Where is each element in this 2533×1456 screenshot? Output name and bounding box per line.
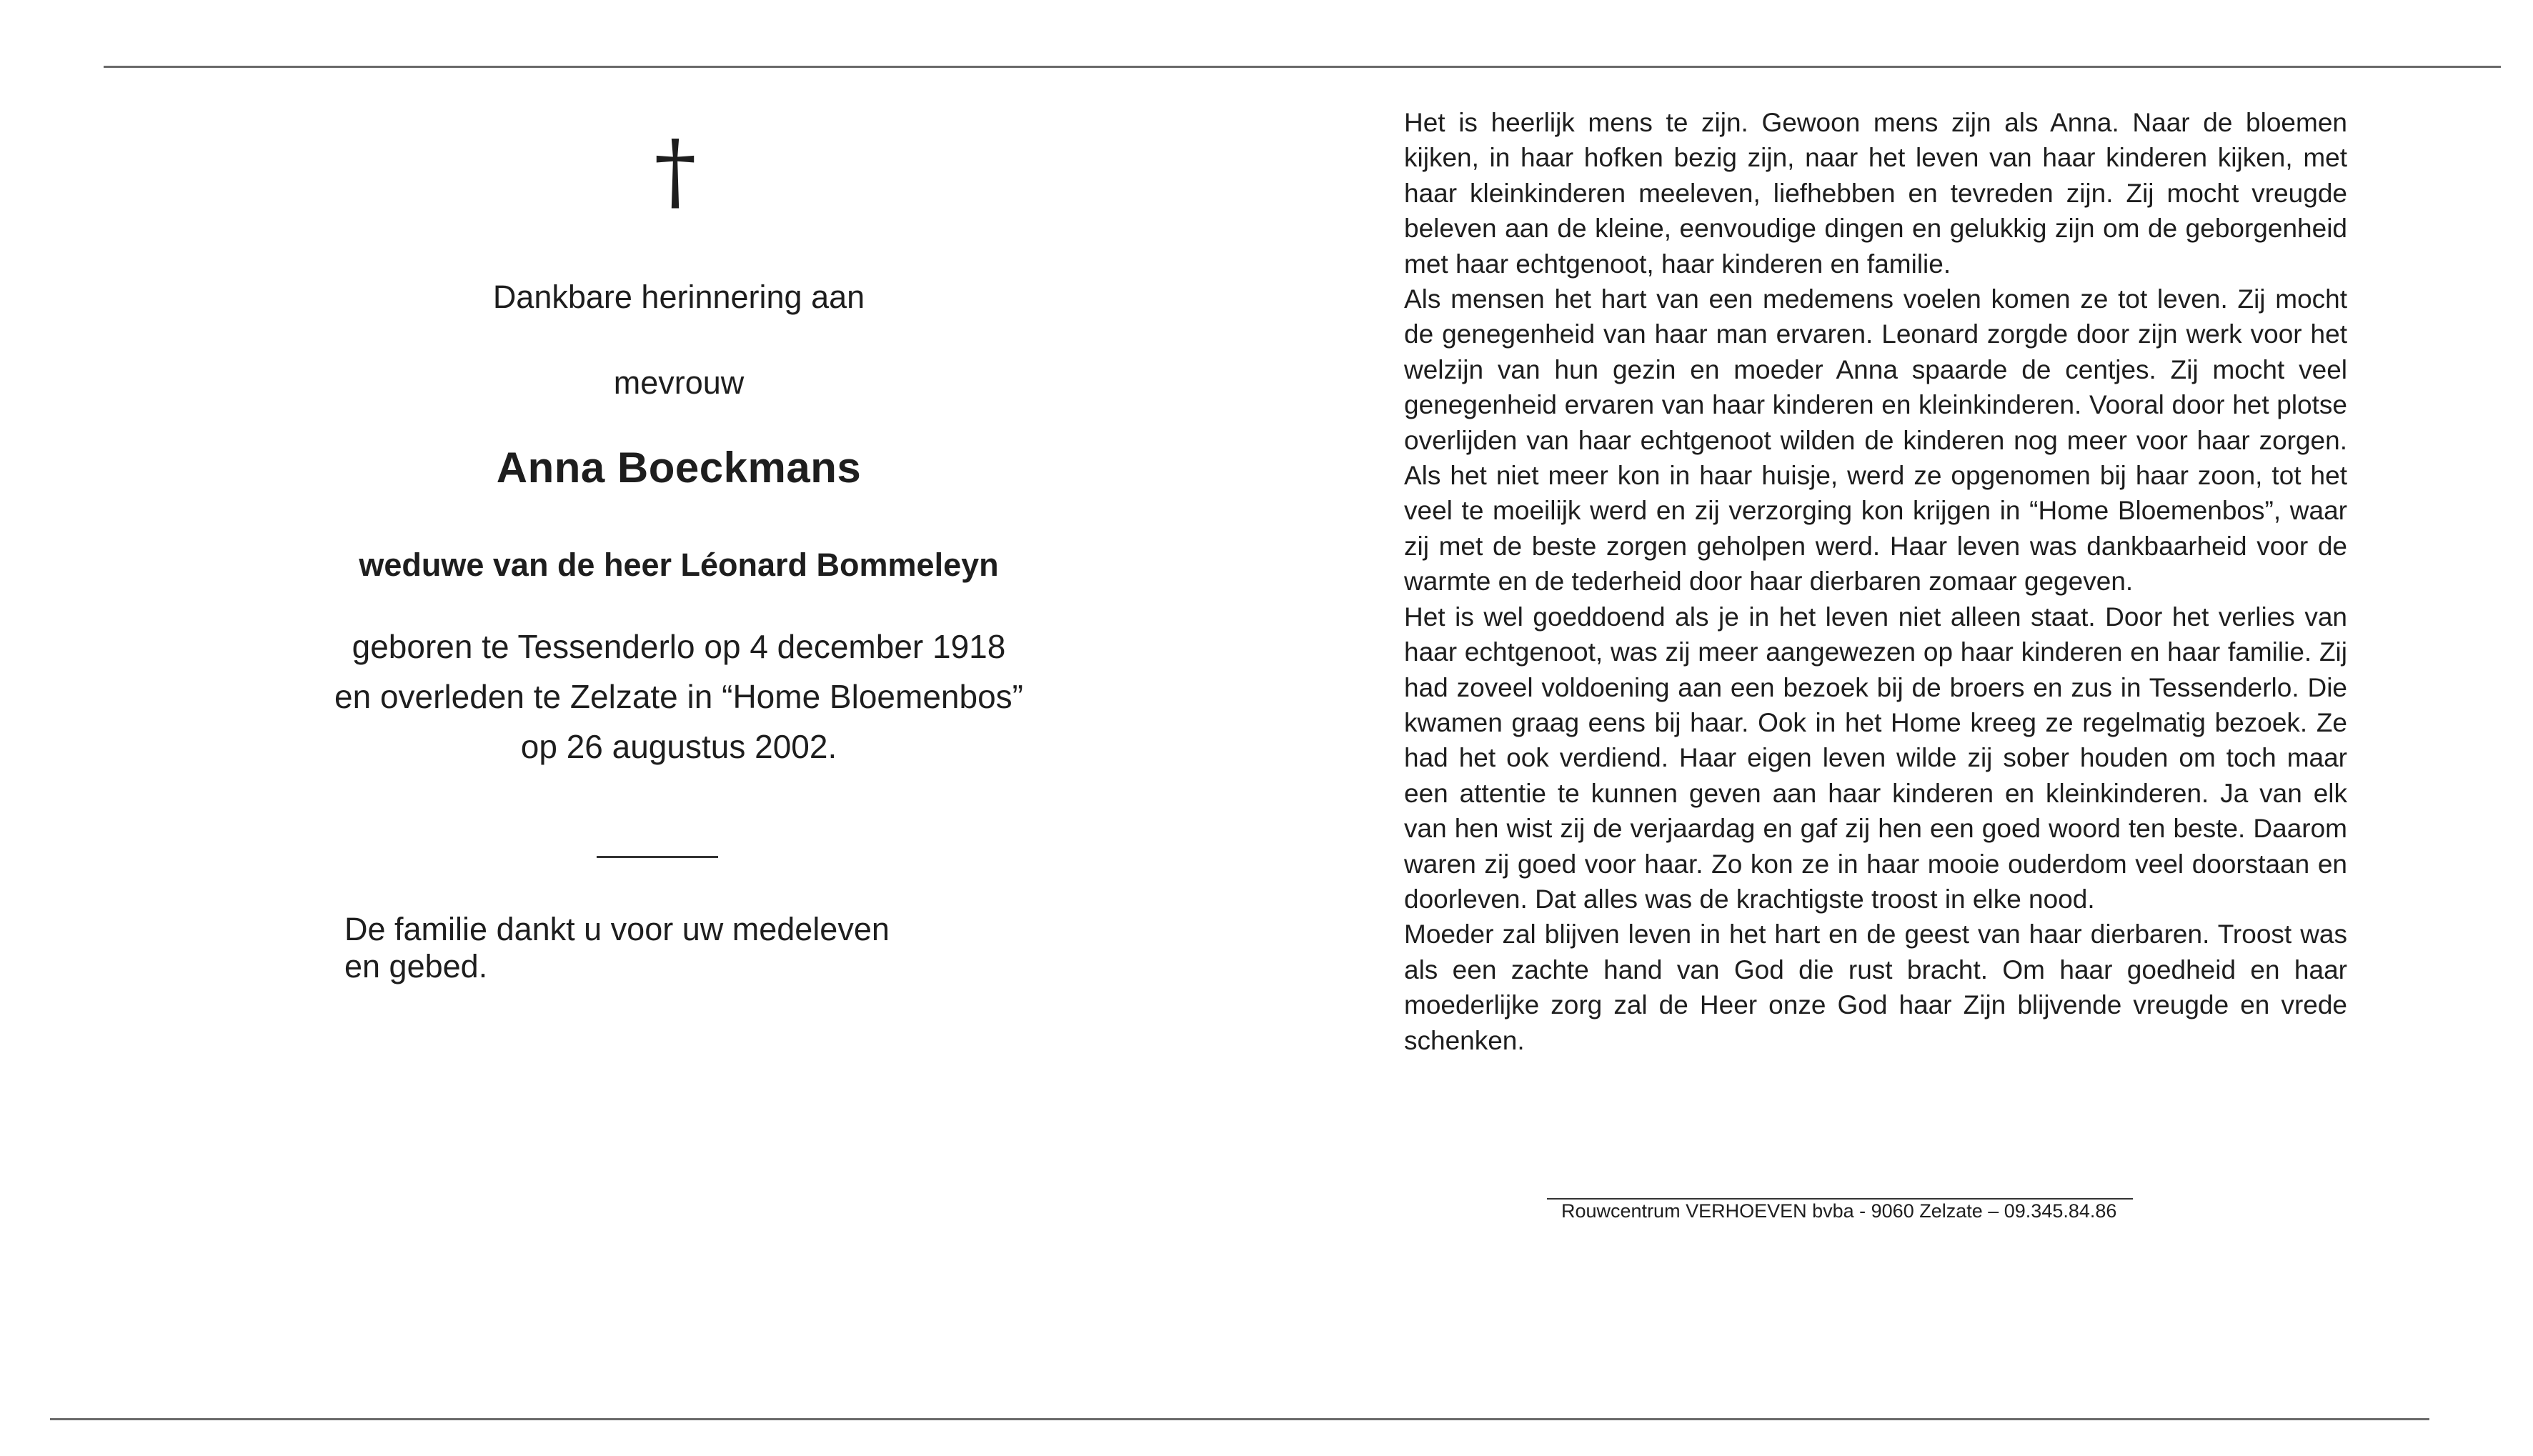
birth-line: geboren te Tessenderlo op 4 december 1918 — [352, 628, 1006, 665]
thanks-line-2: en gebed. — [344, 948, 488, 984]
deceased-name: Anna Boeckmans — [496, 444, 862, 492]
funeral-home-credit: Rouwcentrum VERHOEVEN bvba - 9060 Zelzate – 09.345.84.86 — [1561, 1200, 2117, 1222]
paragraph-4: Moeder zal blijven leven in het hart en de geest van haar dierbaren. Troost was als een zachte hand van God die rust bracht. Om haar goedheid en haar moederlijke zorg zal de Heer onze God haar Zijn blijvende vreugde en vrede schenken. — [1404, 919, 2347, 1055]
memorial-lead: Dankbare herinnering aan — [492, 279, 865, 315]
memorial-text — [1404, 105, 2347, 1058]
paragraph-1: Het is heerlijk mens te zijn. Gewoon mens zijn als Anna. Naar de bloemen kijken, in haar hofken bezig zijn, naar het leven van haar kinderen kijken, met haar kleinkinderen meeleven, liefhebben en tevreden zijn. Zij mocht vreugde beleven aan de kleine, eenvoudige dingen en gelukkig zijn om de geborgenheid met haar echtgenoot, haar kinderen en familie. — [1404, 108, 2347, 279]
paragraph-3: Het is wel goeddoend als je in het leven niet alleen staat. Door het verlies van haar echtgenoot, was zij meer aangewezen op haar kinderen en haar familie. Zij had zoveel voldoening aan een bezoek bij de broers en zus in Tessenderlo. Die kwamen graag eens bij haar. Ook in het Home kreeg ze regelmatig bezoek. Ze had het ook verdiend. Haar eigen leven wilde zij sober houden om toch maar een attentie te kunnen geven aan haar kinderen en kleinkinderen. Ja van elk van hen wist zij de verjaardag en gaf zij hen een goed woord ten beste. Daarom waren zij goed voor haar. Zo kon ze in haar mooie ouderdom veel doorstaan en doorleven. Dat alles was de krachtigste troost in elke nood. — [1404, 602, 2347, 914]
honorific: mevrouw — [613, 364, 745, 401]
paragraph-2: Als mensen het hart van een medemens voelen komen ze tot leven. Zij mocht de genegenheid van haar man ervaren. Leonard zorgde door zijn werk voor het welzijn van hun gezin en moeder Anna spaarde de centjes. Zij mocht veel genegenheid ervaren van haar kinderen en kleinkinderen. Vooral door het plotse overlijden van haar echtgenoot wilden de kinderen nog meer voor haar zorgen. Als het niet meer kon in haar huisje, werd ze opgenomen bij haar zoon, tot het veel te moeilijk werd en zij verzorging kon krijgen in “Home Bloemenbos”, waar zij met de beste zorgen geholpen werd. Haar leven was dankbaarheid voor de warmte en de tederheid door haar dierbaren zomaar gegeven. — [1404, 284, 2347, 597]
family-thanks — [344, 911, 987, 985]
life-details — [307, 622, 1050, 772]
top-divider — [104, 66, 2501, 68]
death-date: op 26 augustus 2002. — [520, 728, 837, 765]
death-line: en overleden te Zelzate in “Home Bloemenbos” — [334, 678, 1023, 715]
thanks-line-1: De familie dankt u voor uw medeleven — [344, 911, 890, 947]
bottom-divider — [50, 1418, 2429, 1420]
widow-of: weduwe van de heer Léonard Bommeleyn — [359, 547, 999, 583]
footer-divider — [1547, 1198, 2133, 1200]
cross-icon: † — [654, 121, 697, 220]
separator — [597, 856, 718, 858]
